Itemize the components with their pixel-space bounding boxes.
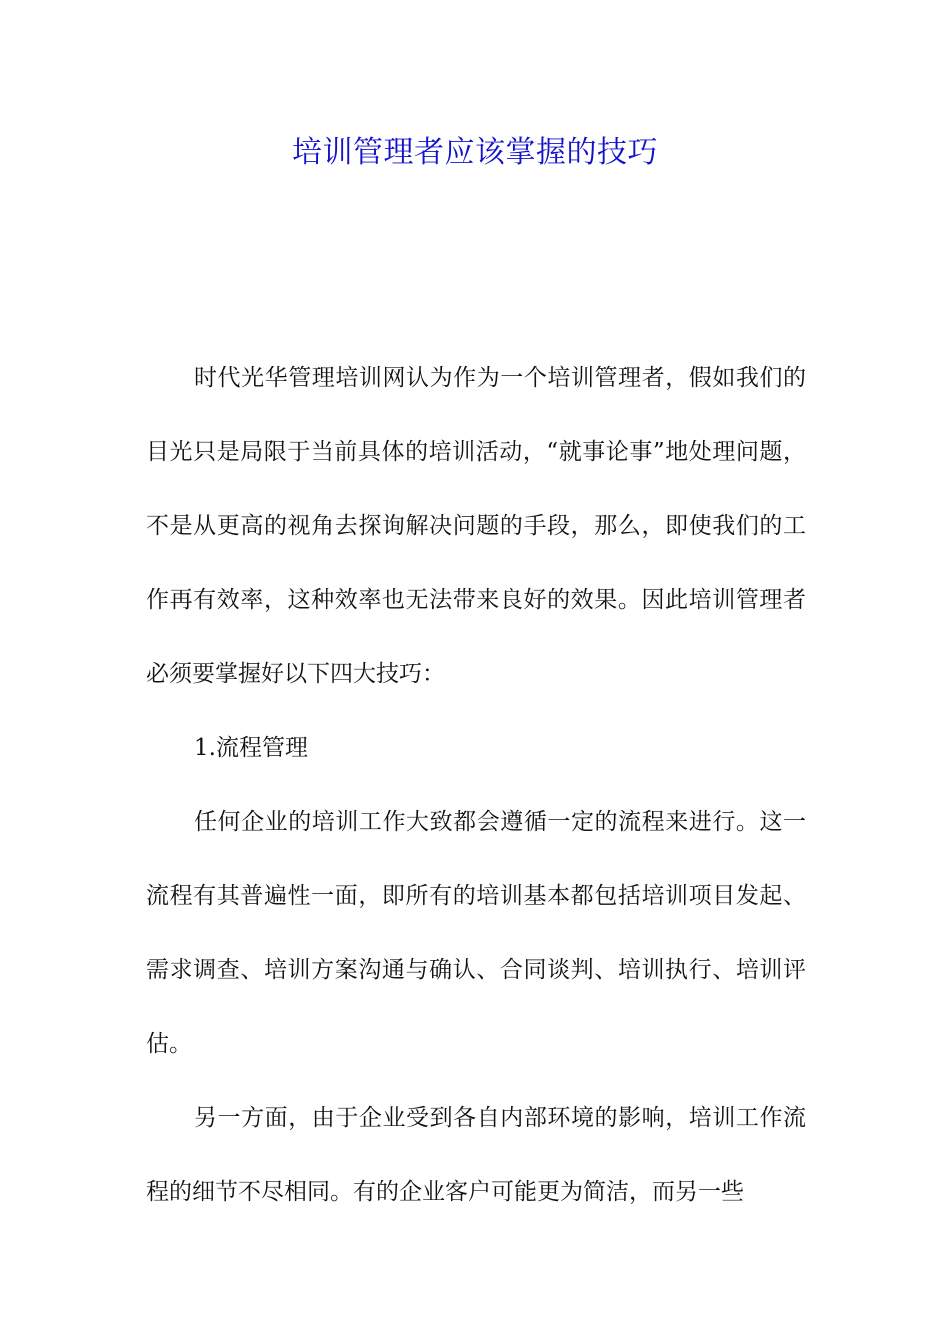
section-heading-process-management: 1.流程管理 [194, 735, 308, 761]
document-body [146, 341, 806, 1229]
paragraph-intro: 时代光华管理培训网认为作为一个培训管理者，假如我们的目光只是局限于当前具体的培训活动，“就事论事”地处理问题，不是从更高的视角去探询解决问题的手段，那么，即使我们的工作再有效率，这种效率也无法带来良好的效果。因此培训管理者必须要掌握好以下四大技巧： [146, 365, 806, 687]
document-title: 培训管理者应该掌握的技巧 [292, 135, 658, 170]
paragraph-process-general: 任何企业的培训工作大致都会遵循一定的流程来进行。这一流程有其普遍性一面，即所有的培训基本都包括培训项目发起、需求调查、培训方案沟通与确认、合同谈判、培训执行、培训评估。 [146, 809, 806, 1057]
paragraph-process-variation: 另一方面，由于企业受到各自内部环境的影响，培训工作流程的细节不尽相同。有的企业客户可能更为简洁，而另一些 [146, 1105, 806, 1205]
